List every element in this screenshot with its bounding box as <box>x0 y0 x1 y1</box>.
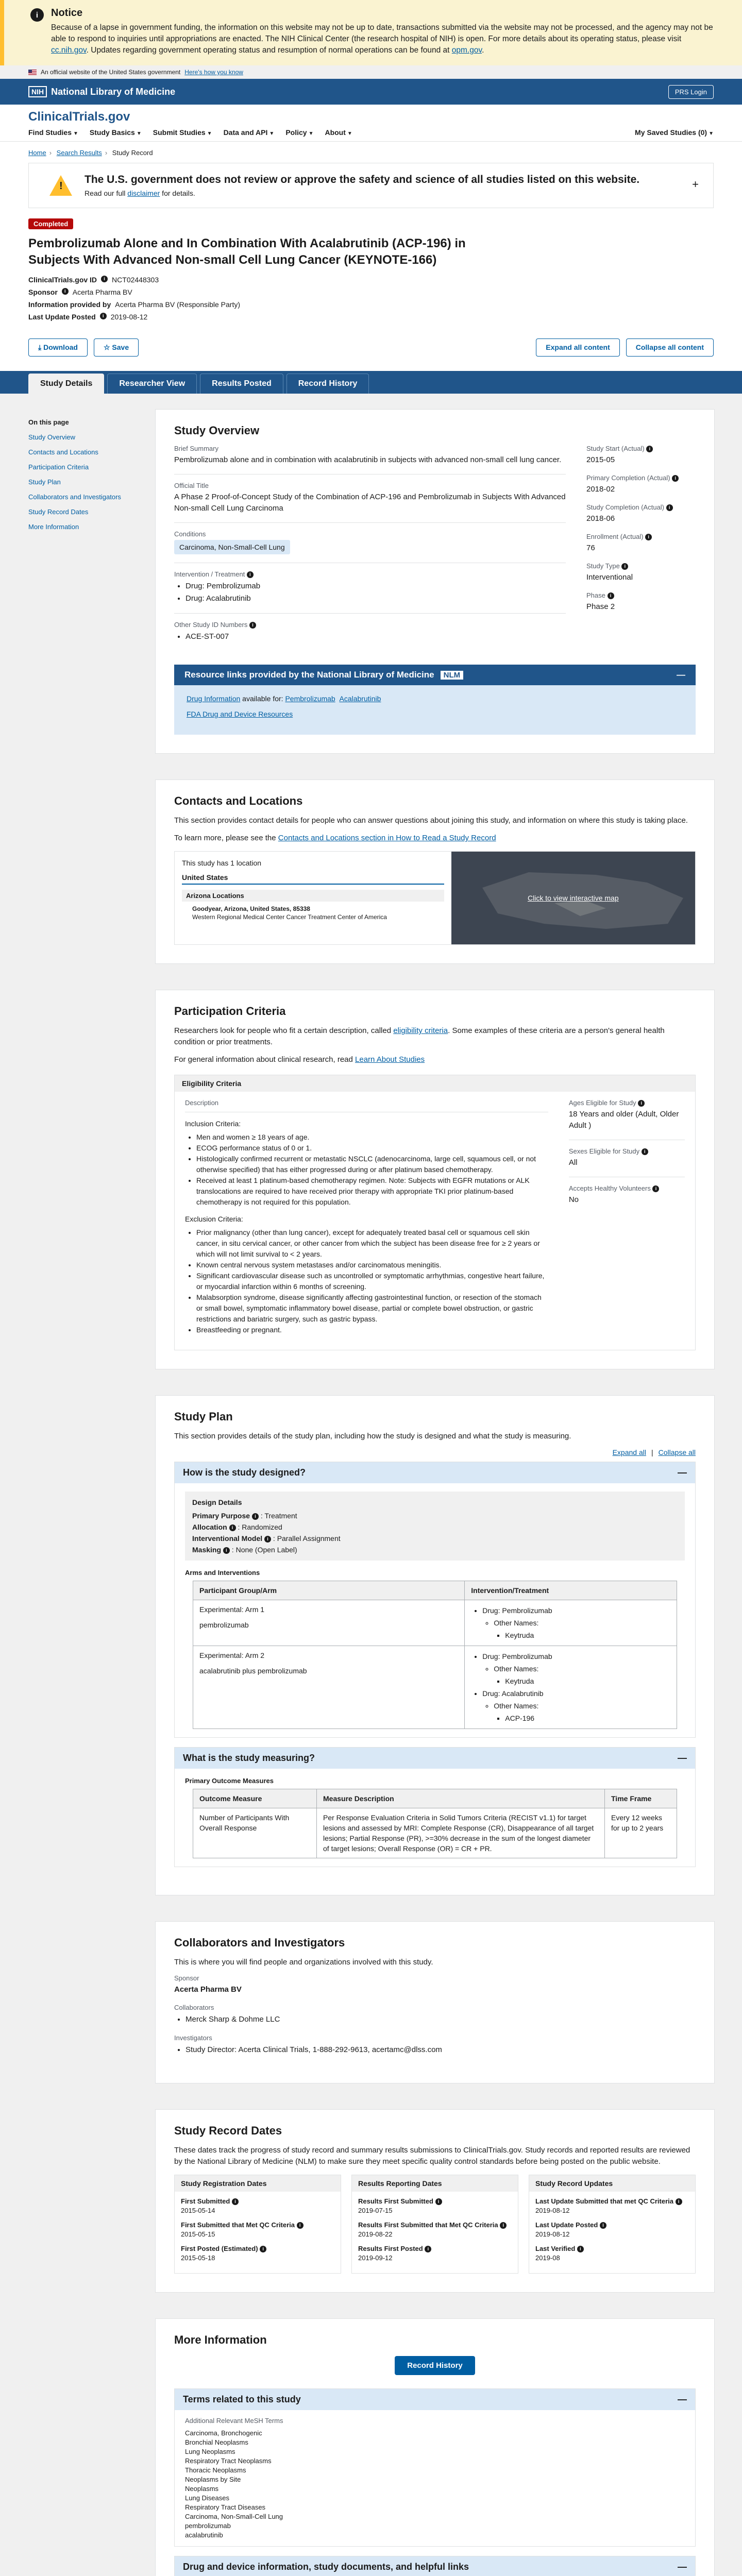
info-icon[interactable]: i <box>297 2222 303 2229</box>
fda-resources-link[interactable]: FDA Drug and Device Resources <box>187 710 293 719</box>
info-icon[interactable]: i <box>600 2222 606 2229</box>
measure-accordion: What is the study measuring? — Primary Outcome Measures Outcome Measure Measure Description Time Frame Number of Participants With Overall Response Per Response Evaluation Criteria in Solid Tumors Criteria (RECIST v1.1) for target lesions and assessed by MRI: Complete Response (CR), Disappearance of all target lesions; Partial Response (PR), >=30% decrease in the sum of the longest diameter of target lesions; Overall Response (OR) = CR + PR. Every 12 weeks for up to 2 years <box>174 1747 696 1867</box>
info-icon[interactable]: i <box>264 1536 271 1543</box>
exclusion-list: • Prior malignancy (other than lung cancer), except for adequately treated basal cell or squamous cell skin cancer, in situ cervical cancer, or other cancer from which the subject has been disease free for ≥ 2 years or which will not limit survival to < 2 years. • Known central nervous system metastases and/or carcinomatous meningitis. • Significant cardiovascular disease such as uncontrolled or symptomatic arrhythmias, congestive heart failure, or myocardial infarction within 6 months of screening. • Malabsorption syndrome, disease significantly affecting gastrointestinal function, or resection of the stomach or small bowel, symptomatic inflammatory bowel disease, partial or complete bowel obstruction, or gastric restrictions and bariatric surgery, such as gastric bypass. • Breastfeeding or pregnant. <box>185 1227 548 1335</box>
gov-banner: An official website of the United States government Here's how you know <box>0 65 742 79</box>
info-icon[interactable]: i <box>249 622 256 629</box>
last-update: 2019-08-12 <box>110 313 148 321</box>
info-icon[interactable]: i <box>229 1524 236 1531</box>
arms-table: Participant Group/Arm Intervention/Treatment Experimental: Arm 1 pembrolizumab • Drug: Pembrolizumab ◦ Other Names: ▪ Keytruda Experimental: Arm 2 acalabrutinib plus pembrolizumab • Drug: Pembrolizumab ◦ Other Names: ▪ Keytruda • Drug: Acalabrutinib ◦ Other Names: ▪ ACP-196 <box>193 1581 677 1729</box>
sidenav-contacts[interactable]: Contacts and Locations <box>28 448 98 456</box>
outcome-table: Outcome Measure Measure Description Time Frame Number of Participants With Overall Response Per Response Evaluation Criteria in Solid Tumors Criteria (RECIST v1.1) for target lesions and assessed by MRI: Complete Response (CR), Disappearance of all target lesions; Partial Response (PR), >=30% decrease in the sum of the longest diameter of target lesions; Overall Response (OR) = CR + PR. Every 12 weeks for up to 2 years <box>193 1789 677 1858</box>
info-icon[interactable]: i <box>676 2198 682 2205</box>
pembrolizumab-link[interactable]: Pembrolizumab <box>285 694 335 703</box>
study-plan-section: Study Plan This section provides details of the study plan, including how the study is designed and what the study is measuring. Expand all | Collapse all How is the study designed? — Design Details Primary Purpose i : Treatment Allocation i : Randomized Interventional Model i : Parallel Assignment Masking i : None (Open Label) Arms and Interventions Participant Group/Arm Intervention/Treatment Experimental: Arm 1 pembrolizumab • Drug: Pembrolizumab ◦ Other Names: ▪ Keytruda Experimental: Arm 2 acalabrutinib plus pembrolizumab • Drug: Pembrolizumab ◦ Other Names: ▪ Keytruda • Drug: Acalabrutinib ◦ Other Names: ▪ ACP-196 What is the study measuring? — Primary Outcome Measures Outcome Measure Measure Description Time Frame Number of Participants With Overall Response Per Response Evaluation Criteria in Solid Tumors Criteria (RECIST v1.1) for target lesions and assessed by MRI: Complete Response (CR), Disappearance of all target lesions; Partial Response (PR), >=30% decrease in the sum of the longest diameter of target lesions; Overall Response (OR) = CR + PR. Every 12 weeks for up to 2 years <box>155 1395 715 1895</box>
info-icon[interactable]: i <box>232 2198 239 2205</box>
terms-accordion <box>174 2388 696 2547</box>
sidenav-more[interactable]: More Information <box>28 523 79 531</box>
info-icon: i <box>30 8 44 22</box>
expand-all-button[interactable]: Expand all content <box>536 338 619 357</box>
how-to-read-link[interactable]: Contacts and Locations section in How to Read a Study Record <box>278 834 496 843</box>
study-overview-section: Study Overview Brief Summary Pembrolizumab alone and in combination with acalabrutinib in subjects with advanced non-small cell lung cancer. Official Title A Phase 2 Proof-of-Concept Study of the Combination of ACP-196 and Pembrolizumab in Subjects With Advanced Non-small Cell Lung Carcinoma Conditions Carcinoma, Non-Small-Cell Lung Intervention / Treatment i • Drug: Pembrolizumab • Drug: Acalabrutinib Other Study ID Numbers i • ACE-ST-007 Study Start (Actual) i 2015-05 Primary Completion (Actual) i 2018-02 Study Completion (Actual) i 2018-06 Enrollment (Actual) i 76 Study Type i Interventional Phase i Phase 2 Resource links provided by the National Library of Medicine NLM — Drug Information available for: Pembrolizumab Acalabrutinib FDA Drug and Device Resources <box>155 409 715 754</box>
state-header[interactable]: Arizona Locations <box>182 890 444 902</box>
breadcrumb-home[interactable]: Home <box>28 149 46 157</box>
design-details: Design Details Primary Purpose i : Treatment Allocation i : Randomized Interventional Model i : Parallel Assignment Masking i : None (Open Label) <box>185 1492 685 1561</box>
info-icon[interactable]: i <box>101 276 108 282</box>
ct-logo[interactable]: ClinicalTrials.gov <box>28 110 130 124</box>
drug-information-link[interactable]: Drug Information <box>187 694 241 703</box>
info-icon[interactable]: i <box>642 1148 648 1155</box>
cc-nih-link[interactable]: cc.nih.gov <box>51 46 87 55</box>
collapse-all-link[interactable]: Collapse all <box>658 1448 696 1457</box>
info-icon[interactable]: i <box>425 2246 431 2252</box>
expand-all-link[interactable]: Expand all <box>612 1448 646 1457</box>
update-dates: Study Record Updates Last Update Submitted that met QC Criteria i 2019-08-12 Last Update Posted i 2019-08-12 Last Verified i 2019-08 <box>529 2175 696 2274</box>
info-provider: Acerta Pharma BV (Responsible Party) <box>115 300 240 309</box>
status-badge: Completed <box>28 218 73 229</box>
docs-accordion <box>174 2556 696 2576</box>
collapse-icon: — <box>678 1753 687 1764</box>
brief-summary: Pembrolizumab alone and in combination with acalabrutinib in subjects with advanced non-small cell lung cancer. <box>174 455 562 464</box>
site-header <box>0 105 742 142</box>
sidenav-overview[interactable]: Study Overview <box>28 433 76 441</box>
location-list: This study has 1 location United States Arizona Locations Goodyear, Arizona, United States, 85338 Western Regional Medical Center Cancer Treatment Center of America <box>175 852 451 944</box>
info-icon[interactable]: i <box>500 2222 507 2229</box>
info-icon[interactable]: i <box>62 288 69 295</box>
nlm-logo: NLM <box>441 671 464 680</box>
sponsor-name: Acerta Pharma BV <box>72 288 132 296</box>
mesh-terms-list: Additional Relevant MeSH Terms Carcinoma, Bronchogenic Bronchial Neoplasms Lung Neoplasms Respiratory Tract Neoplasms Thoracic Neoplasms Neoplasms by Site Neoplasms Lung Diseases Respiratory Tract Diseases Carcinoma, Non-Small-Cell Lung pembrolizumab acalabrutinib <box>185 2417 283 2539</box>
warning-icon <box>49 175 72 196</box>
sidenav-collab[interactable]: Collaborators and Investigators <box>28 493 121 501</box>
tab-results-posted[interactable]: Results Posted <box>200 374 283 394</box>
condition-chip[interactable]: Carcinoma, Non-Small-Cell Lung <box>174 540 290 554</box>
prs-login-button[interactable]: PRS Login <box>668 85 714 99</box>
collapse-icon: — <box>678 2394 687 2405</box>
info-icon[interactable]: i <box>223 1547 230 1554</box>
nlm-logo[interactable]: NIH National Library of Medicine <box>28 86 175 97</box>
nct-id: NCT02448303 <box>112 276 159 284</box>
measure-accordion-header[interactable]: What is the study measuring? — <box>175 1748 695 1769</box>
intervention-list: • Drug: Pembrolizumab • Drug: Acalabrutinib <box>174 580 566 605</box>
info-icon[interactable]: i <box>435 2198 442 2205</box>
us-flag-icon <box>28 70 37 75</box>
notice-banner <box>0 0 742 65</box>
study-title: Pembrolizumab Alone and In Combination With Acalabrutinib (ACP-196) in Subjects With Advanced Non-small Cell Lung Cancer (KEYNOTE-166) <box>28 236 466 267</box>
breadcrumb-search-results[interactable]: Search Results <box>56 149 102 157</box>
location-item: Goodyear, Arizona, United States, 85338 Western Regional Medical Center Cancer Treatment Center of America <box>192 905 387 921</box>
participation-criteria-section: Participation Criteria Researchers look for people who fit a certain description, called eligibility criteria. Some examples of these criteria are a person's general health condition or prior treatments. For general information about clinical research, read Learn About Studies Eligibility Criteria Description Inclusion Criteria: • Men and women ≥ 18 years of age. • ECOG performance status of 0 or 1. • Histologically confirmed recurrent or metastatic NSCLC (adenocarcinoma, large cell, squamous cell, or not otherwise specified) that has either progressed during or after platinum based chemotherapy. • Received at least 1 platinum-based chemotherapy regimen. Note: Subjects with EGFR mutations or ALK translocations are required to have received prior therapy with appropriate TKI prior platinum-based chemotherapy is not required for this population. Exclusion Criteria: • Prior malignancy (other than lung cancer), except for adequately treated basal cell or squamous cell skin cancer, in situ cervical cancer, or other cancer from which the subject has been disease free for ≥ 2 years or which will not limit survival to < 2 years. • Known central nervous system metastases and/or carcinomatous meningitis. • Significant cardiovascular disease such as uncontrolled or symptomatic arrhythmias, congestive heart failure, or myocardial infarction within 6 months of screening. • Malabsorption syndrome, disease significantly affecting gastrointestinal function, or resection of the stomach or small bowel, symptomatic inflammatory bowel disease, partial or complete bowel obstruction, or gastric restrictions and bariatric surgery, such as gastric bypass. • Breastfeeding or pregnant. Ages Eligible for Study i 18 Years and older (Adult, Older Adult ) Sexes Eligible for Study i All Accepts Healthy Volunteers i No <box>155 990 715 1369</box>
on-this-page-nav: On this page Study Overview Contacts and Locations Participation Criteria Study Plan Collaborators and Investigators Study Record Dates More Information <box>28 394 137 2576</box>
expand-plus-icon[interactable]: + <box>692 178 699 191</box>
table-row: Number of Participants With Overall Response Per Response Evaluation Criteria in Solid Tumors Criteria (RECIST v1.1) for target lesions and assessed by MRI: Complete Response (CR), Disappearance of all target lesions; Partial Response (PR), >=30% decrease in the sum of the longest diameter of target lesions; Overall Response (OR) = CR + PR. Every 12 weeks for up to 2 years <box>193 1808 677 1858</box>
design-accordion: How is the study designed? — Design Details Primary Purpose i : Treatment Allocation i : Randomized Interventional Model i : Parallel Assignment Masking i : None (Open Label) Arms and Interventions Participant Group/Arm Intervention/Treatment Experimental: Arm 1 pembrolizumab • Drug: Pembrolizumab ◦ Other Names: ▪ Keytruda Experimental: Arm 2 acalabrutinib plus pembrolizumab • Drug: Pembrolizumab ◦ Other Names: ▪ Keytruda • Drug: Acalabrutinib ◦ Other Names: ▪ ACP-196 <box>174 1462 696 1738</box>
official-title: A Phase 2 Proof-of-Concept Study of the Combination of ACP-196 and Pembrolizumab in Subjects With Advanced Non-small Cell Lung Carcinoma <box>174 493 566 513</box>
info-icon[interactable]: i <box>645 534 652 540</box>
nav-policy[interactable]: Policy ▼ <box>285 128 314 137</box>
info-icon[interactable]: i <box>646 446 653 452</box>
collaborators-section: Collaborators and Investigators This is where you will find people and organizations involved with this study. Sponsor Acerta Pharma BV Collaborators • Merck Sharp & Dohme LLC Investigators • Study Director: Acerta Clinical Trials, 1-888-292-9613, acertamc@dlss.com <box>155 1921 715 2083</box>
notice-text: Because of a lapse in government funding, the information on this website may not be up to date, transactions submitted via the website may not be processed, and the agency may not be able to respond to inquiries until appropriations are enacted. The NIH Clinical Center (the research hospital of NIH) is open. For more details about its operating status, please visit cc.nih.gov. Updates regarding government operating status and resumption of normal operations can be found at opm.gov. <box>51 23 713 55</box>
main-nav <box>28 128 714 137</box>
info-icon[interactable]: i <box>621 563 628 570</box>
saved-studies-link[interactable]: My Saved Studies (0) ▼ <box>635 128 714 137</box>
contacts-section: Contacts and Locations This section provides contact details for people who can answer questions about joining this study, and information on where this study is taking place. To learn more, please see the Contacts and Locations section in How to Read a Study Record This study has 1 location United States Arizona Locations Goodyear, Arizona, United States, 85338 Western Regional Medical Center Cancer Treatment Center of America Click to view interactive map <box>155 779 715 964</box>
nav-find-studies[interactable]: Find Studies ▼ <box>28 128 78 137</box>
table-row: Experimental: Arm 2 acalabrutinib plus pembrolizumab • Drug: Pembrolizumab ◦ Other Names: ▪ Keytruda • Drug: Acalabrutinib ◦ Other Names: ▪ ACP-196 <box>193 1646 677 1729</box>
info-icon[interactable]: i <box>247 571 254 578</box>
info-icon[interactable]: i <box>252 1513 259 1520</box>
location-map[interactable] <box>451 852 695 944</box>
nlm-header <box>0 79 742 105</box>
breadcrumb-current: Study Record <box>112 149 153 157</box>
record-history-button[interactable]: Record History <box>395 2356 475 2375</box>
how-you-know-link[interactable]: Here's how you know <box>184 69 243 76</box>
eligibility-criteria-link[interactable]: eligibility criteria <box>393 1026 448 1036</box>
record-dates-section: Study Record Dates These dates track the progress of study record and summary results submissions to ClinicalTrials.gov. Study records and reported results are reviewed by the National Library of Medicine (NLM) to make sure they meet specific quality control standards before being posted on the public website. Study Registration Dates First Submitted i 2015-05-14 First Submitted that Met QC Criteria i 2015-05-15 First Posted (Estimated) i 2015-05-18 Results Reporting Dates Results First Submitted i 2019-07-15 Results First Submitted that Met QC Criteria i 2019-08-22 Results First Posted i 2019-09-12 Study Record Updates Last Update Submitted that met QC Criteria i 2019-08-12 Last Update Posted i 2019-08-12 Last Verified i 2019-08 <box>155 2109 715 2293</box>
record-tabs <box>0 371 742 394</box>
nlm-resources-box: Resource links provided by the National Library of Medicine NLM — Drug Information available for: Pembrolizumab Acalabrutinib FDA Drug and Device Resources <box>174 665 696 735</box>
interactive-map-link[interactable]: Click to view interactive map <box>528 894 619 903</box>
sidenav-criteria[interactable]: Participation Criteria <box>28 463 89 471</box>
disclaimer-title: The U.S. government does not review or approve the safety and science of all studies listed on this website. <box>85 174 640 185</box>
info-icon[interactable]: i <box>577 2246 584 2252</box>
nav-data-api[interactable]: Data and API ▼ <box>223 128 275 137</box>
inclusion-list: • Men and women ≥ 18 years of age. • ECOG performance status of 0 or 1. • Histologically confirmed recurrent or metastatic NSCLC (adenocarcinoma, large cell, squamous cell, or not otherwise specified) that has either progressed during or after platinum based chemotherapy. • Received at least 1 platinum-based chemotherapy regimen. Note: Subjects with EGFR mutations or ALK translocations are required to have received prior therapy with appropriate TKI prior platinum-based chemotherapy is not required for this population. <box>185 1132 548 1208</box>
learn-about-studies-link[interactable]: Learn About Studies <box>355 1055 425 1064</box>
tab-researcher-view[interactable]: Researcher View <box>107 374 197 394</box>
collapse-icon: — <box>678 1467 687 1478</box>
nav-study-basics[interactable]: Study Basics ▼ <box>89 128 142 137</box>
sidenav-dates[interactable]: Study Record Dates <box>28 508 89 516</box>
info-icon[interactable]: i <box>652 1185 659 1192</box>
docs-accordion-header[interactable]: Drug and device information, study documents, and helpful links — <box>175 2556 695 2576</box>
save-button[interactable]: ☆ Save <box>94 338 139 357</box>
breadcrumb: Home › Search Results › Study Record <box>28 149 153 157</box>
sidenav-plan[interactable]: Study Plan <box>28 478 61 486</box>
region-tab[interactable]: United States <box>182 873 444 885</box>
info-icon[interactable]: i <box>666 504 673 511</box>
design-accordion-header[interactable]: How is the study designed? — <box>175 1462 695 1483</box>
terms-accordion-header[interactable]: Terms related to this study — <box>175 2389 695 2410</box>
info-icon[interactable]: i <box>608 592 614 599</box>
info-icon[interactable]: i <box>638 1100 645 1107</box>
more-information-section: More Information Record History Terms related to this study — Additional Relevant MeSH Terms Carcinoma, Bronchogenic Bronchial Neoplasms Lung Neoplasms Respiratory Tract Neoplasms Thoracic Neoplasms Neoplasms by Site Neoplasms Lung Diseases Respiratory Tract Diseases Carcinoma, Non-Small-Cell Lung pembrolizumab acalabrutinib Drug and device information, study documents, and helpful links — <box>155 2318 715 2576</box>
collapse-icon: — <box>678 2562 687 2572</box>
collapse-icon[interactable]: — <box>677 670 685 680</box>
collapse-all-button[interactable]: Collapse all content <box>626 338 714 357</box>
nav-submit-studies[interactable]: Submit Studies ▼ <box>153 128 212 137</box>
notice-title: Notice <box>51 7 83 19</box>
study-header: Completed Pembrolizumab Alone and In Combination With Acalabrutinib (ACP-196) in Subjects With Advanced Non-small Cell Lung Cancer (KEYNOTE-166) ClinicalTrials.gov ID i NCT02448303 Sponsor i Acerta Pharma BV Information provided by Acerta Pharma BV (Responsible Party) Last Update Posted i 2019-08-12 ⤓ Download ☆ Save Expand all content Collapse all content <box>28 208 714 371</box>
tab-record-history[interactable]: Record History <box>286 374 369 394</box>
registration-dates: Study Registration Dates First Submitted i 2015-05-14 First Submitted that Met QC Criteria i 2015-05-15 First Posted (Estimated) i 2015-05-18 <box>174 2175 341 2274</box>
info-icon[interactable]: i <box>100 313 107 319</box>
disclaimer-link[interactable]: disclaimer <box>127 189 160 197</box>
nav-about[interactable]: About ▼ <box>325 128 352 137</box>
info-icon[interactable]: i <box>260 2246 266 2252</box>
disclaimer-box: ! The U.S. government does not review or approve the safety and science of all studies listed on this website. Read our full disclaimer for details. + <box>28 163 714 208</box>
download-button[interactable]: ⤓ Download <box>28 338 88 357</box>
acalabrutinib-link[interactable]: Acalabrutinib <box>339 694 381 703</box>
tab-study-details[interactable]: Study Details <box>28 374 104 394</box>
opm-link[interactable]: opm.gov <box>451 46 482 55</box>
results-dates: Results Reporting Dates Results First Submitted i 2019-07-15 Results First Submitted that Met QC Criteria i 2019-08-22 Results First Posted i 2019-09-12 <box>351 2175 518 2274</box>
table-row: Experimental: Arm 1 pembrolizumab • Drug: Pembrolizumab ◦ Other Names: ▪ Keytruda <box>193 1600 677 1646</box>
other-study-id: • ACE-ST-007 <box>185 631 566 643</box>
info-icon[interactable]: i <box>672 475 679 482</box>
